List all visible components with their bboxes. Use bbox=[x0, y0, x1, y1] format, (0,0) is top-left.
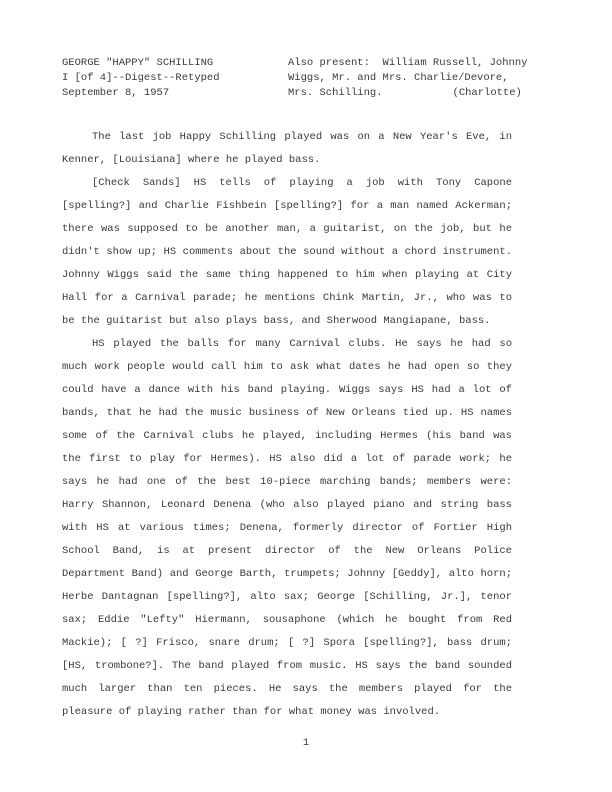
also-present-mrs-schilling: Mrs. Schilling. bbox=[288, 87, 383, 99]
reel-info: I [of 4]--Digest--Retyped bbox=[62, 72, 220, 84]
also-present-annotation: (Charlotte) bbox=[452, 87, 522, 99]
header-right-block bbox=[288, 56, 527, 101]
interviewee-name: GEORGE "HAPPY" SCHILLING bbox=[62, 57, 214, 69]
page-number: 1 bbox=[302, 737, 310, 749]
transcript-paragraph: HS played the balls for many Carnival clubs. He says he had so much work people would call him to ask what dates he had open so they could have a dance with his band playing. Wiggs says HS had a lot of bands, that he had the music business of New Orleans tied up. HS names some of the Carnival clubs he played, including Hermes (his band was the first to play for Hermes). HS also did a lot of parade work; he says he had one of the best 10-piece marching bands; members were: Harry Shannon, Leonard Denena (who also played piano and string bass with HS at various times; Denena, formerly director of Fortier High School Band, is at present director of the New Orleans Police Department Band) and George Barth, trumpets; Johnny [Geddy], alto horn; Herbe Dantagnan [spelling?], alto sax; George [Schilling, Jr.], tenor sax; Eddie "Lefty" Hiermann, sousaphone (which he bought from Red Mackie); [ ?] Frisco, snare drum; [ ?] Spora [spelling?], bass drum; [HS, trombone?]. The band played from music. HS says the band sounded much larger than ten pieces. He says the members played for the pleasure of playing rather than for what money was involved. bbox=[62, 338, 512, 718]
also-present-line-1: Also present: William Russell, Johnny bbox=[288, 57, 528, 69]
transcript-paragraph: The last job Happy Schilling played was on a New Year's Eve, in Kenner, [Louisiana] where he played bass. bbox=[62, 131, 512, 166]
transcript-paragraph: [Check Sands] HS tells of playing a job with Tony Capone [spelling?] and Charlie Fishbein [spelling?] for a man named Ackerman; there was supposed to be another man, a guitarist, on the job, but he didn't show up; HS comments about the sound without a chord instrument. Johnny Wiggs said the same thing happened to him when playing at City Hall for a Carnival parade; he mentions Chink Martin, Jr., who was to be the guitarist but also plays bass, and Sherwood Mangiapane, bass. bbox=[62, 177, 512, 327]
interview-date: September 8, 1957 bbox=[62, 87, 170, 99]
header-left-block bbox=[62, 56, 220, 101]
also-present-line-2: Wiggs, Mr. and Mrs. Charlie/Devore, bbox=[288, 72, 509, 84]
also-present-line-3 bbox=[288, 86, 527, 101]
transcript-body bbox=[62, 126, 512, 724]
